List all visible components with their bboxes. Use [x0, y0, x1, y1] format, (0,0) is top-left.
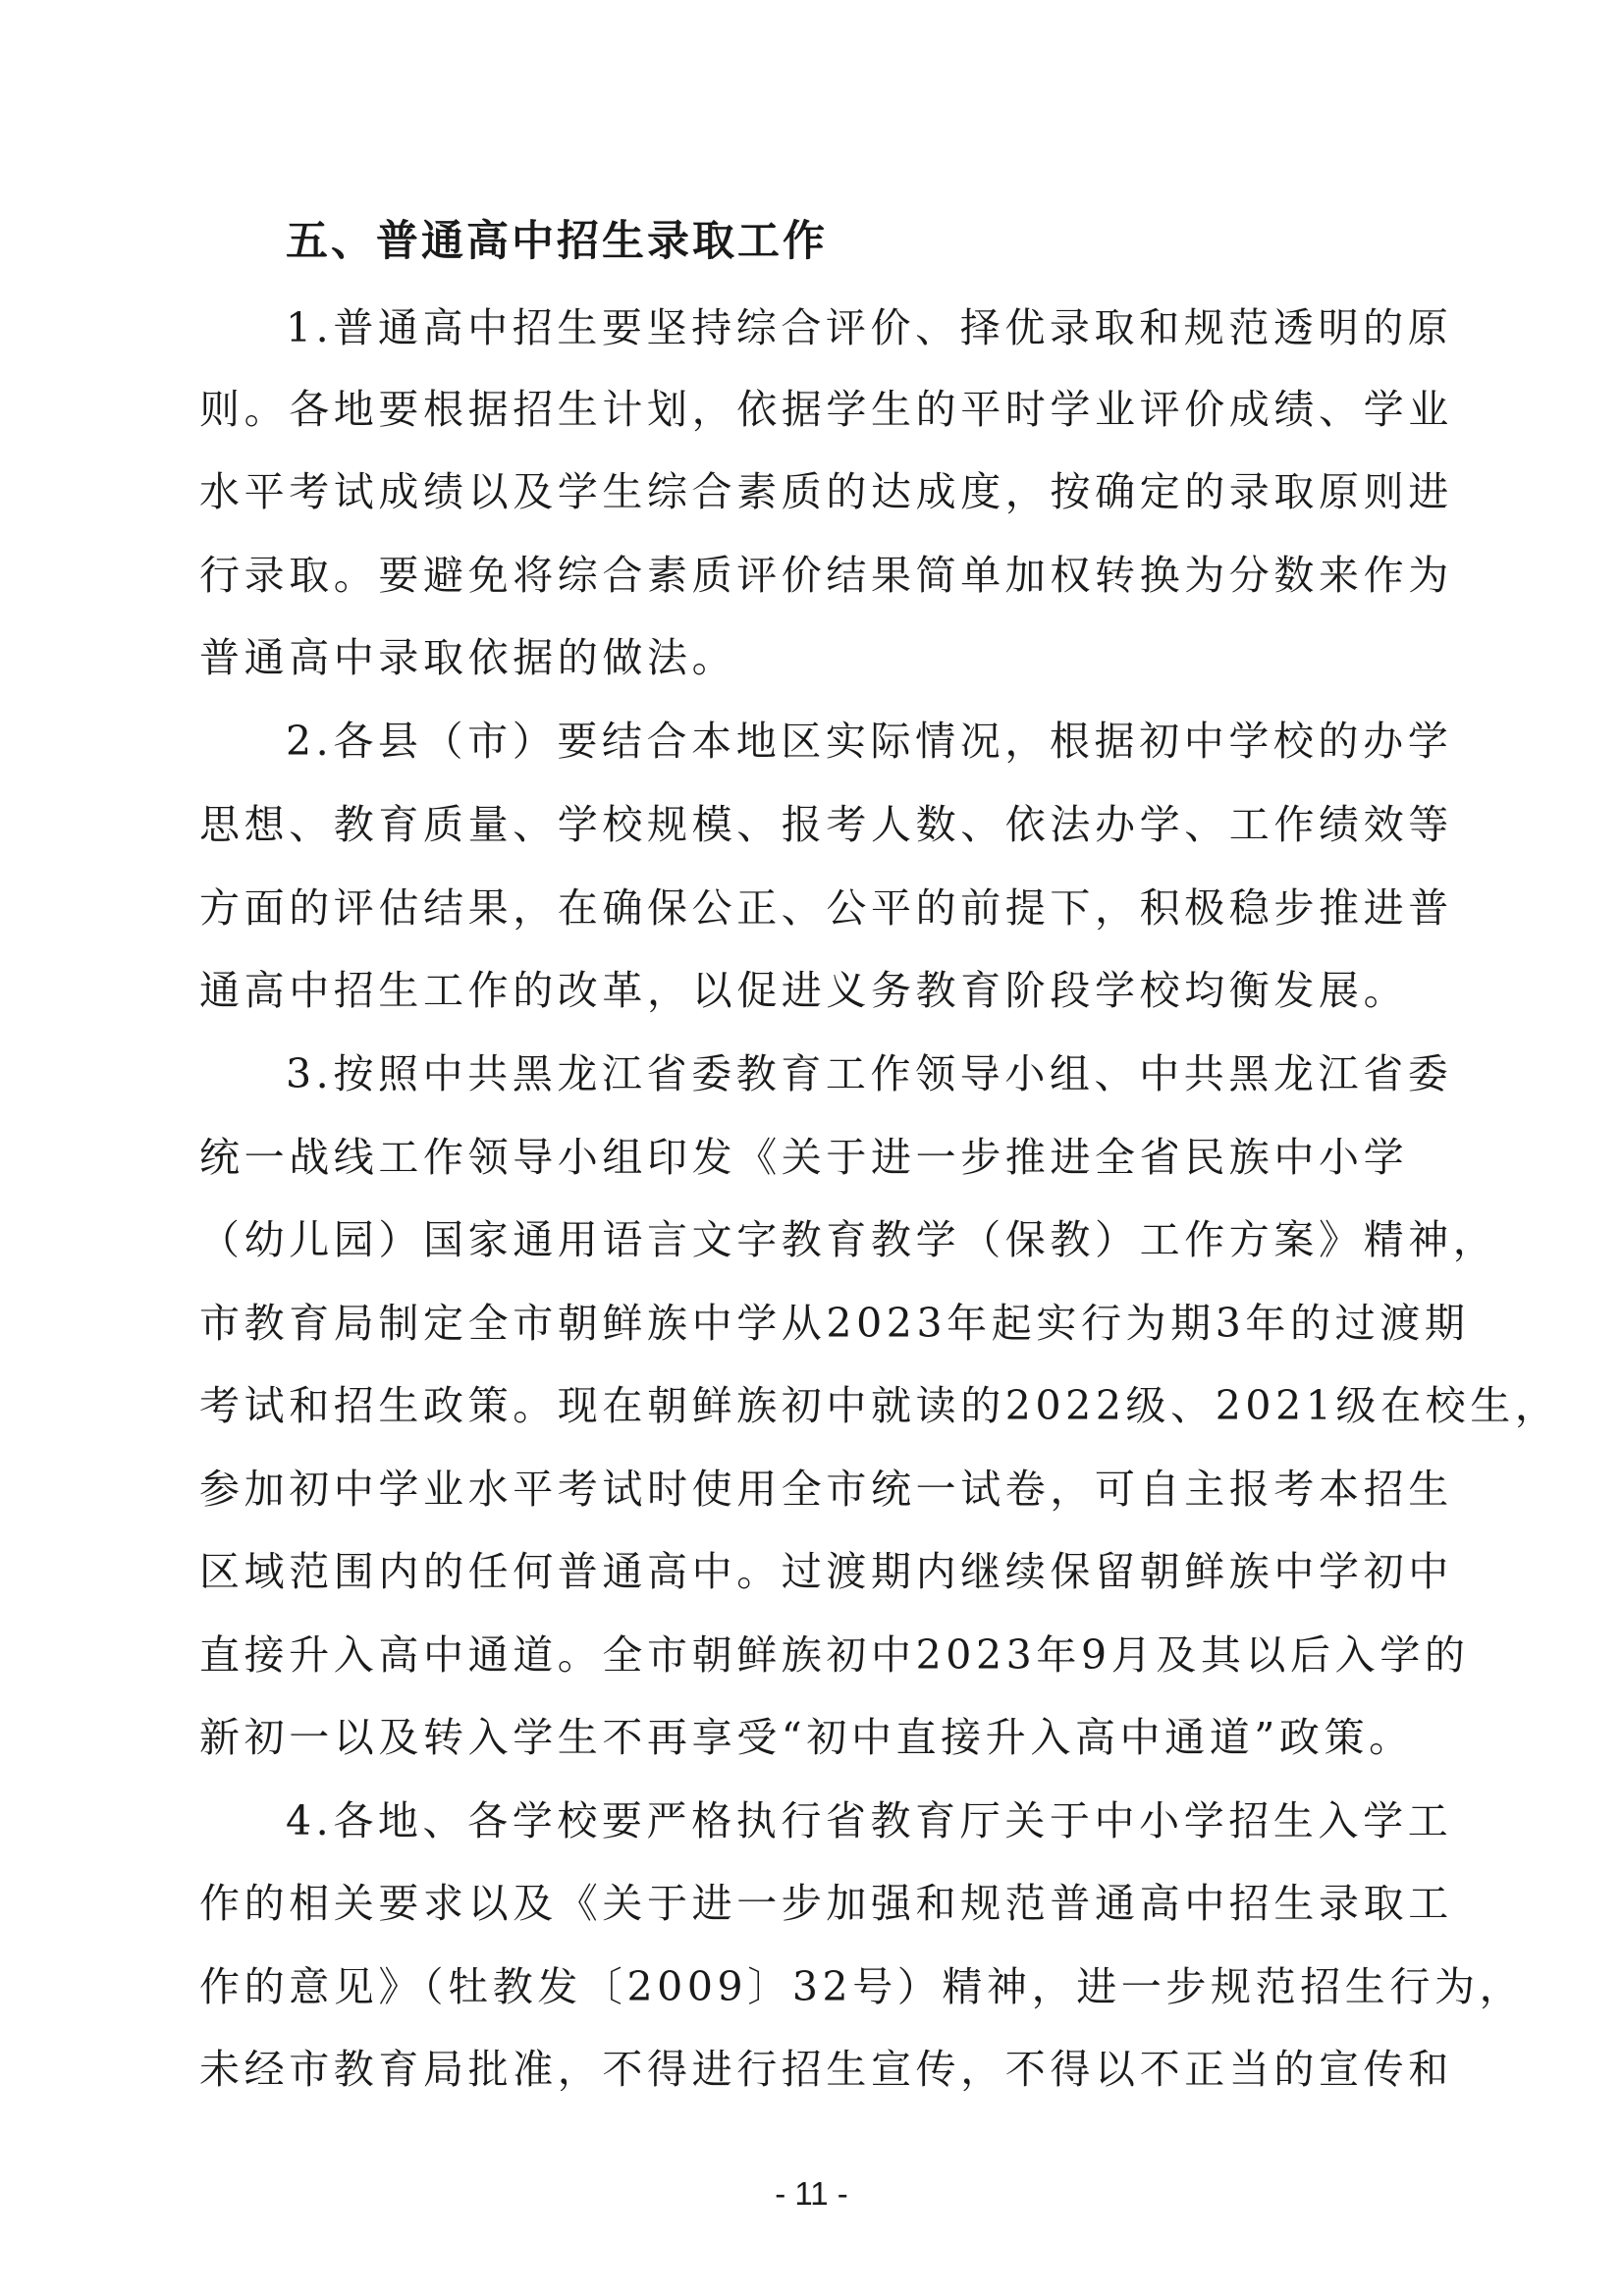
paragraph-2-line-1: 2.各县（市）要结合本地区实际情况，根据初中学校的办学	[286, 718, 1453, 765]
paragraph-2-line-4: 通高中招生工作的改革，以促进义务教育阶段学校均衡发展。	[199, 967, 1409, 1014]
page-number: - 11 -	[775, 2175, 848, 2212]
paragraph-3-line-1: 3.按照中共黑龙江省委教育工作领导小组、中共黑龙江省委	[286, 1050, 1453, 1097]
paragraph-3-line-2: 统一战线工作领导小组印发《关于进一步推进全省民族中小学	[199, 1134, 1409, 1181]
paragraph-1-line-1: 1.普通高中招生要坚持综合评价、择优录取和规范透明的原	[286, 304, 1453, 351]
paragraph-4-line-1: 4.各地、各学校要严格执行省教育厅关于中小学招生入学工	[286, 1797, 1453, 1844]
paragraph-2-line-2: 思想、教育质量、学校规模、报考人数、依法办学、工作绩效等	[199, 801, 1453, 848]
paragraph-4-line-3: 作的意见》（牡教发〔2009〕32号）精神，进一步规范招生行为，	[199, 1963, 1525, 2010]
paragraph-1-line-4: 行录取。要避免将综合素质评价结果简单加权转换为分数来作为	[199, 552, 1453, 599]
paragraph-1-line-2: 则。各地要根据招生计划，依据学生的平时学业评价成绩、学业	[199, 386, 1453, 433]
paragraph-3-line-4: 市教育局制定全市朝鲜族中学从2023年起实行为期3年的过渡期	[199, 1300, 1470, 1347]
section-heading: 五、普通高中招生录取工作	[286, 217, 828, 266]
paragraph-3-line-6: 参加初中学业水平考试时使用全市统一试卷，可自主报考本招生	[199, 1466, 1453, 1513]
paragraph-4-line-4: 未经市教育局批准，不得进行招生宣传，不得以不正当的宣传和	[199, 2046, 1453, 2093]
paragraph-3-line-5: 考试和招生政策。现在朝鲜族初中就读的2022级、2021级在校生，	[199, 1382, 1560, 1429]
paragraph-2-line-3: 方面的评估结果，在确保公正、公平的前提下，积极稳步推进普	[199, 884, 1453, 932]
paragraph-1-line-5: 普通高中录取依据的做法。	[199, 634, 737, 681]
paragraph-3-line-8: 直接升入高中通道。全市朝鲜族初中2023年9月及其以后入学的	[199, 1631, 1470, 1679]
paragraph-1-line-3: 水平考试成绩以及学生综合素质的达成度，按确定的录取原则进	[199, 468, 1453, 515]
paragraph-4-line-2: 作的相关要求以及《关于进一步加强和规范普通高中招生录取工	[199, 1880, 1453, 1927]
paragraph-3-line-9: 新初一以及转入学生不再享受“初中直接升入高中通道”政策。	[199, 1714, 1414, 1761]
paragraph-3-line-7: 区域范围内的任何普通高中。过渡期内继续保留朝鲜族中学初中	[199, 1548, 1453, 1595]
paragraph-3-line-3: （幼儿园）国家通用语言文字教育教学（保教）工作方案》精神，	[199, 1216, 1498, 1263]
